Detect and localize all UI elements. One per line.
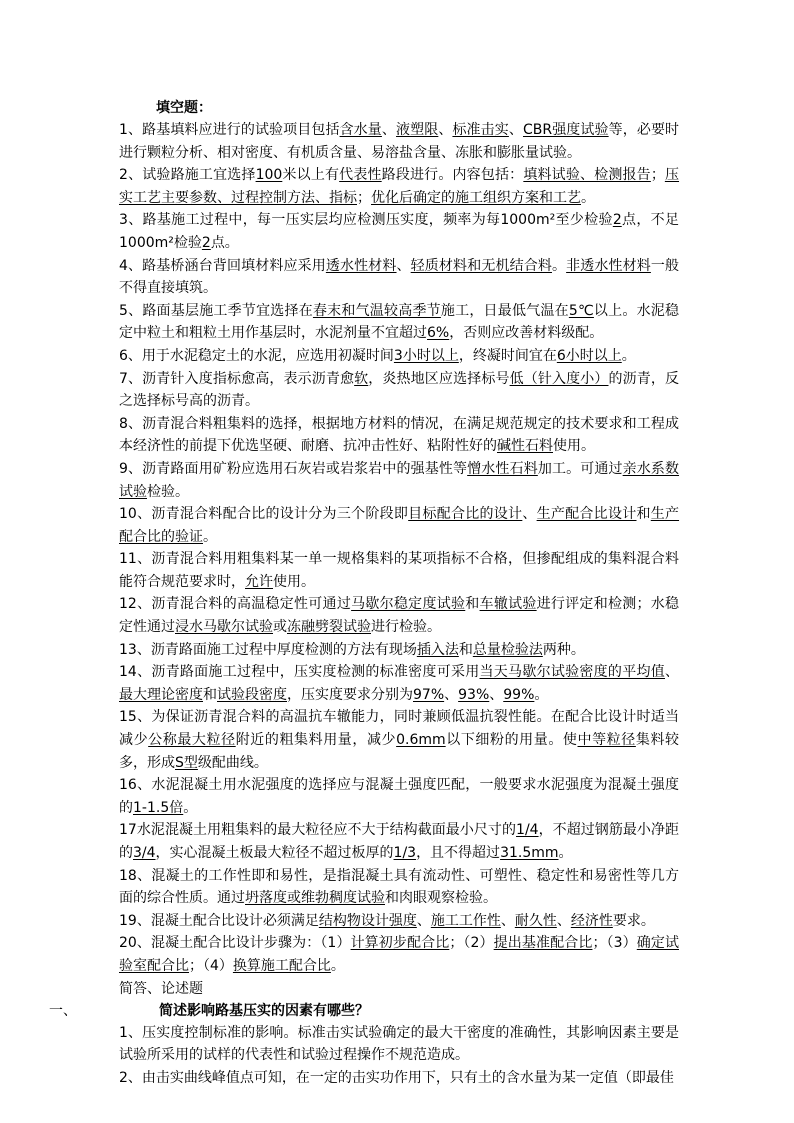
item-text: ，否则应改善材料级配。 (449, 325, 604, 342)
answer-blank: S型 (175, 754, 198, 771)
fill-in-item (119, 345, 679, 368)
item-text: 12、沥青混合料的高温稳定性可通过 (119, 596, 352, 613)
item-text: 以上。水泥稳定中粒土和粗粒土用作基层时，水泥剂量不宜超过 (119, 302, 680, 342)
answer-blank: 坍落度或维勃稠度试验 (245, 890, 385, 907)
question-number: 一、 (49, 1002, 77, 1019)
item-text: 。 (534, 686, 549, 703)
item-text: 3、路基施工过程中，每一压实层均应检测压实度，频率为每1000m²至少检验 (119, 212, 613, 229)
answer-blank: 低（针入度小） (509, 370, 609, 387)
item-text: ；（4） (189, 957, 233, 974)
answer-blank: 试验段密度 (217, 686, 287, 703)
answer-blank: 允许 (245, 573, 273, 590)
fill-in-item (119, 819, 679, 864)
item-text: 集料较多，形成 (119, 732, 680, 771)
answer-blank: 标准击实 (452, 122, 509, 138)
item-text: 点，不足1000m²检验 (119, 212, 679, 251)
item-text: 、 (508, 122, 523, 138)
answer-blank: 填料试验、检测报告 (523, 167, 651, 184)
item-text: ，压实度要求分别为 (287, 686, 413, 703)
item-text: 或 (273, 619, 287, 636)
item-text: 路段进行。内容包括： (381, 167, 524, 184)
item-text: 。 (558, 845, 573, 861)
answer-blank: 目标配合比的设计 (408, 506, 523, 523)
item-text: 进行检验。 (371, 619, 441, 636)
item-text: 和肉眼观察检验。 (385, 890, 497, 907)
item-text: 米以上有 (282, 167, 340, 184)
fill-in-item (119, 661, 679, 706)
item-text: ，且不得超过 (416, 845, 501, 861)
item-text: ； (650, 167, 665, 184)
answer-blank: 0.6mm (396, 732, 446, 749)
answer-blank: 碱性石料 (497, 438, 553, 455)
fill-in-item (119, 119, 679, 164)
item-text: ，不超过钢筋最小净距的 (119, 822, 679, 861)
answer-blank: 经济性 (570, 912, 613, 929)
item-text: 15、为保证沥青混合料的高温抗车辙能力，同时兼顾低温抗裂性能。在配合比设计时适当减少 (119, 709, 679, 749)
answer-blank: 99% (503, 686, 535, 703)
answer-blank: 马歇尔稳定度试验 (351, 596, 466, 613)
item-text: 10、沥青混合料配合比的设计分为三个阶段即 (119, 506, 409, 523)
fill-in-item (119, 548, 679, 593)
answer-blank: 93% (458, 686, 490, 703)
answer-blank: 耐久性 (514, 912, 557, 929)
item-text: 6、用于水泥稳定土的水泥，应选用初凝时间 (119, 347, 394, 364)
item-text: ，炎热地区应选择标号 (368, 370, 510, 387)
item-text: 和 (203, 686, 217, 703)
item-text: 使用。 (273, 573, 315, 590)
item-text: 。 (581, 189, 595, 206)
answer-blank: 换算施工配合比 (232, 957, 331, 974)
item-text: 14、沥青路面施工过程中，压实度检测的标准密度可采用 (119, 664, 480, 681)
answer-blank: 100 (255, 167, 283, 184)
answer-blank: 车辙试验 (479, 596, 537, 613)
fill-in-item (119, 639, 679, 662)
document-content (49, 97, 680, 1089)
answer-blank: 5℃ (568, 302, 594, 319)
item-text: ，实心混凝土板最大粒径不超过板厚的 (155, 845, 394, 861)
fill-in-item (119, 209, 679, 254)
answer-blank: 冻融劈裂试验 (287, 619, 371, 636)
item-text: 的沥青，反之选择标号高的沥青。 (119, 370, 680, 410)
answer-blank: 2 (612, 212, 622, 229)
answer-blank: 施工工作性 (430, 912, 501, 929)
item-text: 、 (416, 912, 431, 929)
item-text: 施工，日最低气温在 (440, 302, 569, 319)
item-text: 19、混凝土配合比设计必须满足 (119, 912, 319, 929)
item-text: 2、试验路施工宜选择 (119, 167, 256, 184)
answer-blank: 3/4 (133, 845, 156, 861)
item-text: 和 (458, 641, 473, 658)
fill-in-list (119, 119, 679, 978)
answer-blank: 公称最大粒径 (148, 732, 236, 749)
item-text: 。 (551, 257, 567, 274)
fill-in-item (119, 593, 679, 638)
answer-blank: 结构物设计强度 (318, 912, 417, 929)
item-text: 、 (556, 912, 571, 929)
item-text: 。 (330, 957, 345, 974)
item-text: 两种。 (542, 641, 585, 658)
answer-blank: 浸水马歇尔试验 (175, 619, 273, 636)
answer-blank: 6小时以上 (556, 347, 622, 364)
fill-in-item (119, 300, 679, 345)
item-text: 以下细粉的用量。使 (445, 732, 578, 749)
answer-paragraph-2: 2、由击实曲线峰值点可知，在一定的击实功作用下，只有土的含水量为某一定值（即最佳 (119, 1069, 674, 1086)
answer-blank: 1/3 (393, 845, 417, 861)
answer-blank: 提出基准配合比 (493, 935, 593, 952)
item-text: ； (357, 189, 371, 206)
answer-blank: 含水量 (339, 122, 382, 138)
fill-in-item (119, 706, 679, 774)
answer-blank: 最大理论密度 (119, 686, 203, 703)
answer-blank: 生产配合比的验证 (119, 506, 680, 545)
item-text: 点。 (210, 234, 239, 251)
item-text: ；（2） (449, 935, 494, 952)
answer-blank: 春末和气温较高季节 (312, 302, 441, 319)
fill-in-item (119, 458, 679, 503)
answer-blank: 中等粒径 (577, 732, 636, 749)
item-text: 、 (522, 506, 537, 523)
item-text: 17水泥混凝土用粗集料的最大粒径应不大于结构截面最小尺寸的 (119, 822, 517, 839)
fill-in-item (119, 255, 679, 300)
item-text: 20、混凝土配合比设计步骤为：（1） (119, 935, 351, 952)
fill-in-item (119, 164, 679, 209)
answer-blank: 软 (354, 370, 369, 387)
fill-in-item (119, 774, 679, 819)
answer-blank: 非透水性材料 (566, 257, 651, 274)
item-text: 8、沥青混合料粗集料的选择，根据地方材料的情况，在满足规范规定的技术要求和工程成本经济性的前提下优选坚硬、耐磨、抗冲击性好、粘附性好的 (119, 415, 679, 455)
answer-blank: 当天马歇尔试验密度的平均值 (479, 664, 665, 681)
answer-blank: 6% (427, 325, 450, 342)
answer-blank: 憎水性石料 (467, 460, 538, 477)
answer-blank: 确定试验室配合比 (119, 935, 679, 974)
item-text: 、 (489, 686, 504, 703)
fill-in-item (119, 368, 679, 413)
item-text: 、 (444, 686, 459, 703)
answer-blank: 1/4 (516, 822, 539, 839)
item-text: 7、沥青针入度指标愈高，表示沥青愈 (119, 370, 355, 387)
item-text: ，终凝时间宜在 (458, 347, 557, 364)
fill-in-item (119, 503, 679, 548)
item-text: 。 (183, 799, 198, 816)
item-text: 18、混凝土的工作性即和易性，是指混凝土具有流动性、可塑性、稳定性和易密性等几方面的综合性质。通过 (119, 867, 679, 907)
item-text: 使用。 (553, 438, 595, 455)
answer-blank: 优化后确定的施工组织方案和工艺 (371, 189, 581, 206)
section-title: 简答、论述题 (119, 980, 203, 997)
answer-blank: 31.5mm (500, 845, 559, 861)
item-text: 5、路面基层施工季节宜选择在 (119, 302, 313, 319)
fill-in-item (119, 413, 679, 458)
item-text: 11、沥青混合料用粗集料某一单一规格集料的某项指标不合格，但掺配组成的集料混合料能符合规范要求时， (119, 551, 679, 590)
answer-blank: 3小时以上 (393, 347, 459, 364)
item-text: 、 (665, 664, 679, 681)
item-text: 4、路基桥涵台背回填材料应采用 (119, 257, 326, 274)
question-row (49, 1000, 679, 1022)
answer-paragraph-1: 1、压实度控制标准的影响。标准击实试验确定的最大干密度的准确性，其影响因素主要是试验所采用的试样的代表性和试验过程操作不规范造成。 (119, 1024, 679, 1064)
answer-blank: 生产配合比设计 (536, 506, 637, 523)
answer-blank: 1-1.5倍 (133, 799, 184, 816)
answer-blank: 压实工艺主要参数、过程控制方法、指标 (119, 167, 680, 206)
fill-in-item (119, 910, 679, 933)
item-text: 。 (203, 528, 217, 545)
item-text: 1、路基填料应进行的试验项目包括 (119, 122, 340, 138)
answer-blank: 97% (413, 686, 445, 703)
item-text: 13、沥青路面施工过程中厚度检测的方法有现场 (119, 641, 417, 658)
item-text: 、 (438, 122, 453, 138)
answer-blank: 亲水系数试验 (119, 460, 680, 500)
fill-in-item (119, 865, 679, 910)
item-text: 级配曲线。 (197, 754, 268, 771)
answer-blank: 代表性 (339, 167, 382, 184)
answer-blank: 总量检验法 (472, 641, 543, 658)
answer-blank: 计算初步配合比 (350, 935, 450, 952)
item-text: 、 (500, 912, 515, 929)
item-text: 进行评定和检测；水稳定性通过 (119, 596, 680, 636)
item-text: 和 (465, 596, 480, 613)
item-text: 。 (621, 347, 636, 364)
item-text: 要求。 (612, 912, 655, 929)
answer-blank: 轻质材料和无机结合料 (410, 257, 552, 274)
answer-blank: 插入法 (416, 641, 459, 658)
item-text: 等，必要时进行颗粒分析、相对密度、有机质含量、易溶盐含量、冻胀和膨胀量试验。 (119, 122, 680, 161)
answer-blank: 液塑限 (396, 122, 439, 138)
item-text: 、 (381, 122, 397, 138)
item-text: 16、水泥混凝土用水泥强度的选择应与混凝土强度匹配，一般要求水泥强度为混凝土强度的 (119, 777, 679, 816)
item-text: 、 (396, 257, 411, 274)
fill-in-heading: 填空题： (156, 100, 212, 116)
item-text: 检验。 (147, 483, 189, 500)
fill-in-item (119, 932, 679, 977)
item-text: 9、沥青路面用矿粉应选用石灰岩或岩浆岩中的强基性等 (119, 460, 468, 477)
item-text: 加工。可通过 (537, 460, 623, 477)
answer-blank: CBR强度试验 (522, 122, 609, 138)
item-text: 一般不得直接填筑。 (119, 257, 680, 297)
item-text: ；（3） (592, 935, 637, 952)
answer-blank: 透水性材料 (325, 257, 397, 274)
answer-blank: 2 (201, 234, 211, 251)
item-text: 附近的粗集料用量，减少 (235, 732, 397, 749)
item-text: 和 (636, 506, 651, 523)
question-title: 简述影响路基压实的因素有哪些？ (159, 1002, 369, 1019)
